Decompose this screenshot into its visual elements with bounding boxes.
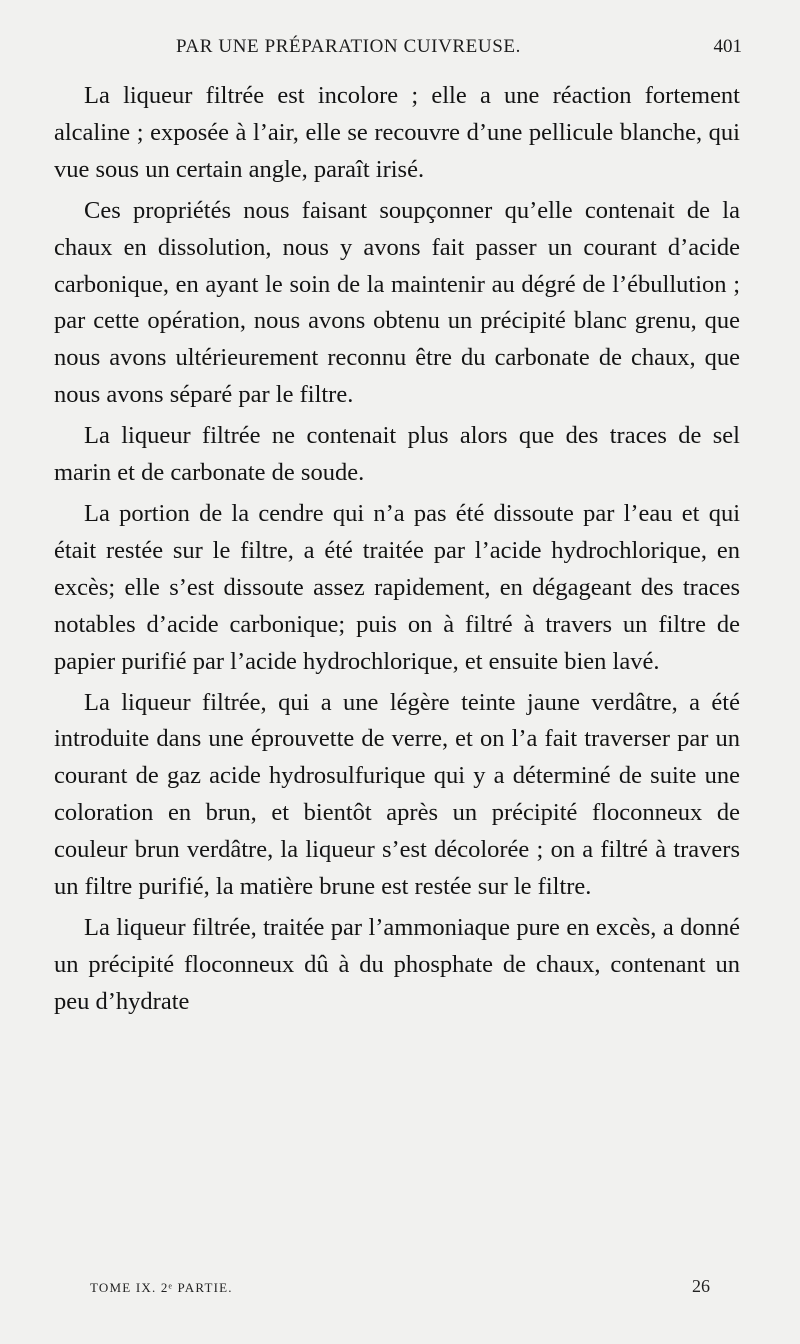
volume-signature: TOME IX. 2ᵉ PARTIE.: [90, 1280, 233, 1295]
paragraph: La liqueur filtrée, qui a une légère teinte jaune verdâtre, a été introduite dans une éprouvette de verre, et on l’a fait traverser par un courant de gaz acide hydrosulfurique qui y a déterminé de suite une coloration en brun, et bientôt après un précipité floconneux de couleur brun verdâtre, la liqueur s’est décolorée ; on a filtré à travers un filtre purifié, la matière brune est restée sur le filtre.: [54, 688, 740, 901]
paragraph: La liqueur filtrée ne contenait plus alors que des traces de sel marin et de carbonate de soude.: [54, 422, 740, 487]
body-text: [54, 78, 740, 1025]
running-head: [60, 36, 760, 66]
running-title: PAR UNE PRÉPARATION CUIVREUSE.: [176, 36, 521, 57]
page-number: 401: [713, 36, 742, 57]
paragraph: La liqueur filtrée, traitée par l’ammoniaque pure en excès, a donné un précipité floconneux dû à du phosphate de chaux, contenant un peu d’hydrate: [54, 913, 740, 1015]
sheet-number: 26: [692, 1276, 710, 1296]
paragraph: La liqueur filtrée est incolore ; elle a une réaction fortement alcaline ; exposée à l’air, elle se recouvre d’une pellicule blanche, qui vue sous un certain angle, paraît irisé.: [54, 82, 740, 183]
paragraph: Ces propriétés nous faisant soupçonner qu’elle contenait de la chaux en dissolution, nous y avons fait passer un courant d’acide carbonique, en ayant le soin de la maintenir au dégré de l’ébullution ; par cette opération, nous avons obtenu un précipité blanc grenu, que nous avons ultérieurement reconnu être du carbonate de chaux, que nous avons séparé par le filtre.: [54, 196, 740, 409]
paragraph: La portion de la cendre qui n’a pas été dissoute par l’eau et qui était restée sur le filtre, a été traitée par l’acide hydrochlorique, en excès; elle s’est dissoute assez rapidement, en dégageant des traces notables d’acide carbonique; puis on à filtré à travers un filtre de papier purifié par l’acide hydrochlorique, et ensuite bien lavé.: [54, 499, 740, 675]
